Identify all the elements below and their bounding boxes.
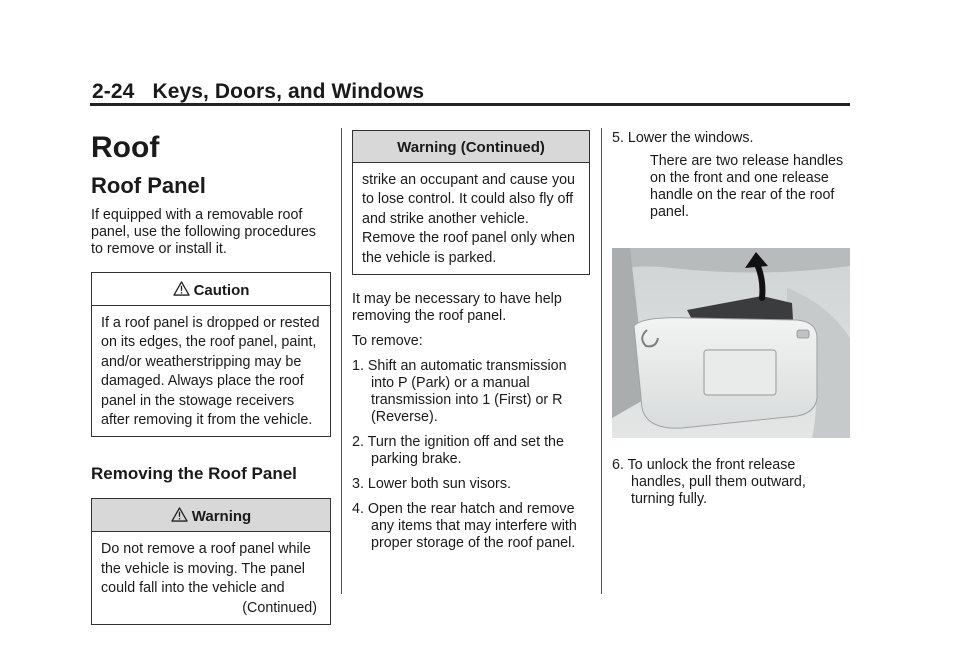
list-item	[612, 130, 852, 221]
subsection-heading: Removing the Roof Panel	[91, 464, 297, 484]
to-remove-label: To remove:	[352, 333, 423, 350]
help-text: It may be necessary to have help removing the roof panel.	[352, 291, 562, 325]
warning-header	[92, 499, 330, 532]
caution-box	[91, 272, 331, 437]
section-title: Keys, Doors, and Windows	[152, 80, 425, 103]
column-1	[91, 118, 331, 625]
steps-list-continued	[612, 130, 852, 221]
warning-triangle-icon	[171, 507, 188, 522]
list-item: 2. Turn the ignition off and set the parking brake.	[352, 434, 564, 468]
list-item: 1. Shift an automatic transmission into P (Park) or a manual transmission into 1 (First) or R (Reverse).	[352, 358, 567, 426]
column-3	[612, 130, 852, 516]
section-heading: Roof Panel	[91, 173, 206, 198]
page-number: 2-24	[92, 80, 135, 103]
list-item: 3. Lower both sun visors.	[352, 476, 511, 493]
caution-header	[92, 273, 330, 306]
column-divider	[601, 128, 602, 594]
warning-body	[92, 532, 330, 624]
step-5-text: 5. Lower the windows.	[612, 130, 754, 146]
intro-text: If equipped with a removable roof panel, use the following procedures to remove or install it.	[91, 207, 316, 257]
steps-list-final	[612, 457, 852, 508]
warning-text: Do not remove a roof panel while the vehicle is moving. The panel could fall into the vehicle and	[101, 541, 311, 597]
step-5-detail: There are two release handles on the front and one release handle on the rear of the roof panel.	[650, 153, 844, 220]
warning-continued-body: strike an occupant and cause you to lose control. It could also fly off and strike another vehicle. Remove the roof panel only when the vehicle is parked.	[362, 172, 576, 266]
steps-list	[352, 358, 590, 552]
column-2	[352, 130, 590, 560]
column-divider	[341, 128, 342, 594]
warning-continued-header: Warning (Continued)	[353, 131, 589, 163]
warning-continued-box	[352, 130, 590, 275]
list-item: 4. Open the rear hatch and remove any items that may interfere with proper storage of the roof panel.	[352, 501, 577, 552]
warning-heading: Warning	[191, 508, 252, 526]
continued-label: (Continued)	[242, 599, 317, 616]
page-header	[92, 80, 424, 104]
caution-heading: Caution	[193, 282, 250, 299]
header-rule	[90, 103, 850, 106]
page-title: Roof	[91, 131, 160, 164]
warning-triangle-icon	[173, 281, 190, 296]
caution-body: If a roof panel is dropped or rested on its edges, the roof panel, paint, and/or weatherstripping may be damaged. Always place the roof panel in the stowage receivers after removing it from the vehicle.	[101, 315, 320, 429]
warning-box	[91, 498, 331, 625]
roof-release-handle-illustration	[612, 248, 850, 438]
list-item: 6. To unlock the front release handles, pull them outward, turning fully.	[612, 457, 806, 507]
